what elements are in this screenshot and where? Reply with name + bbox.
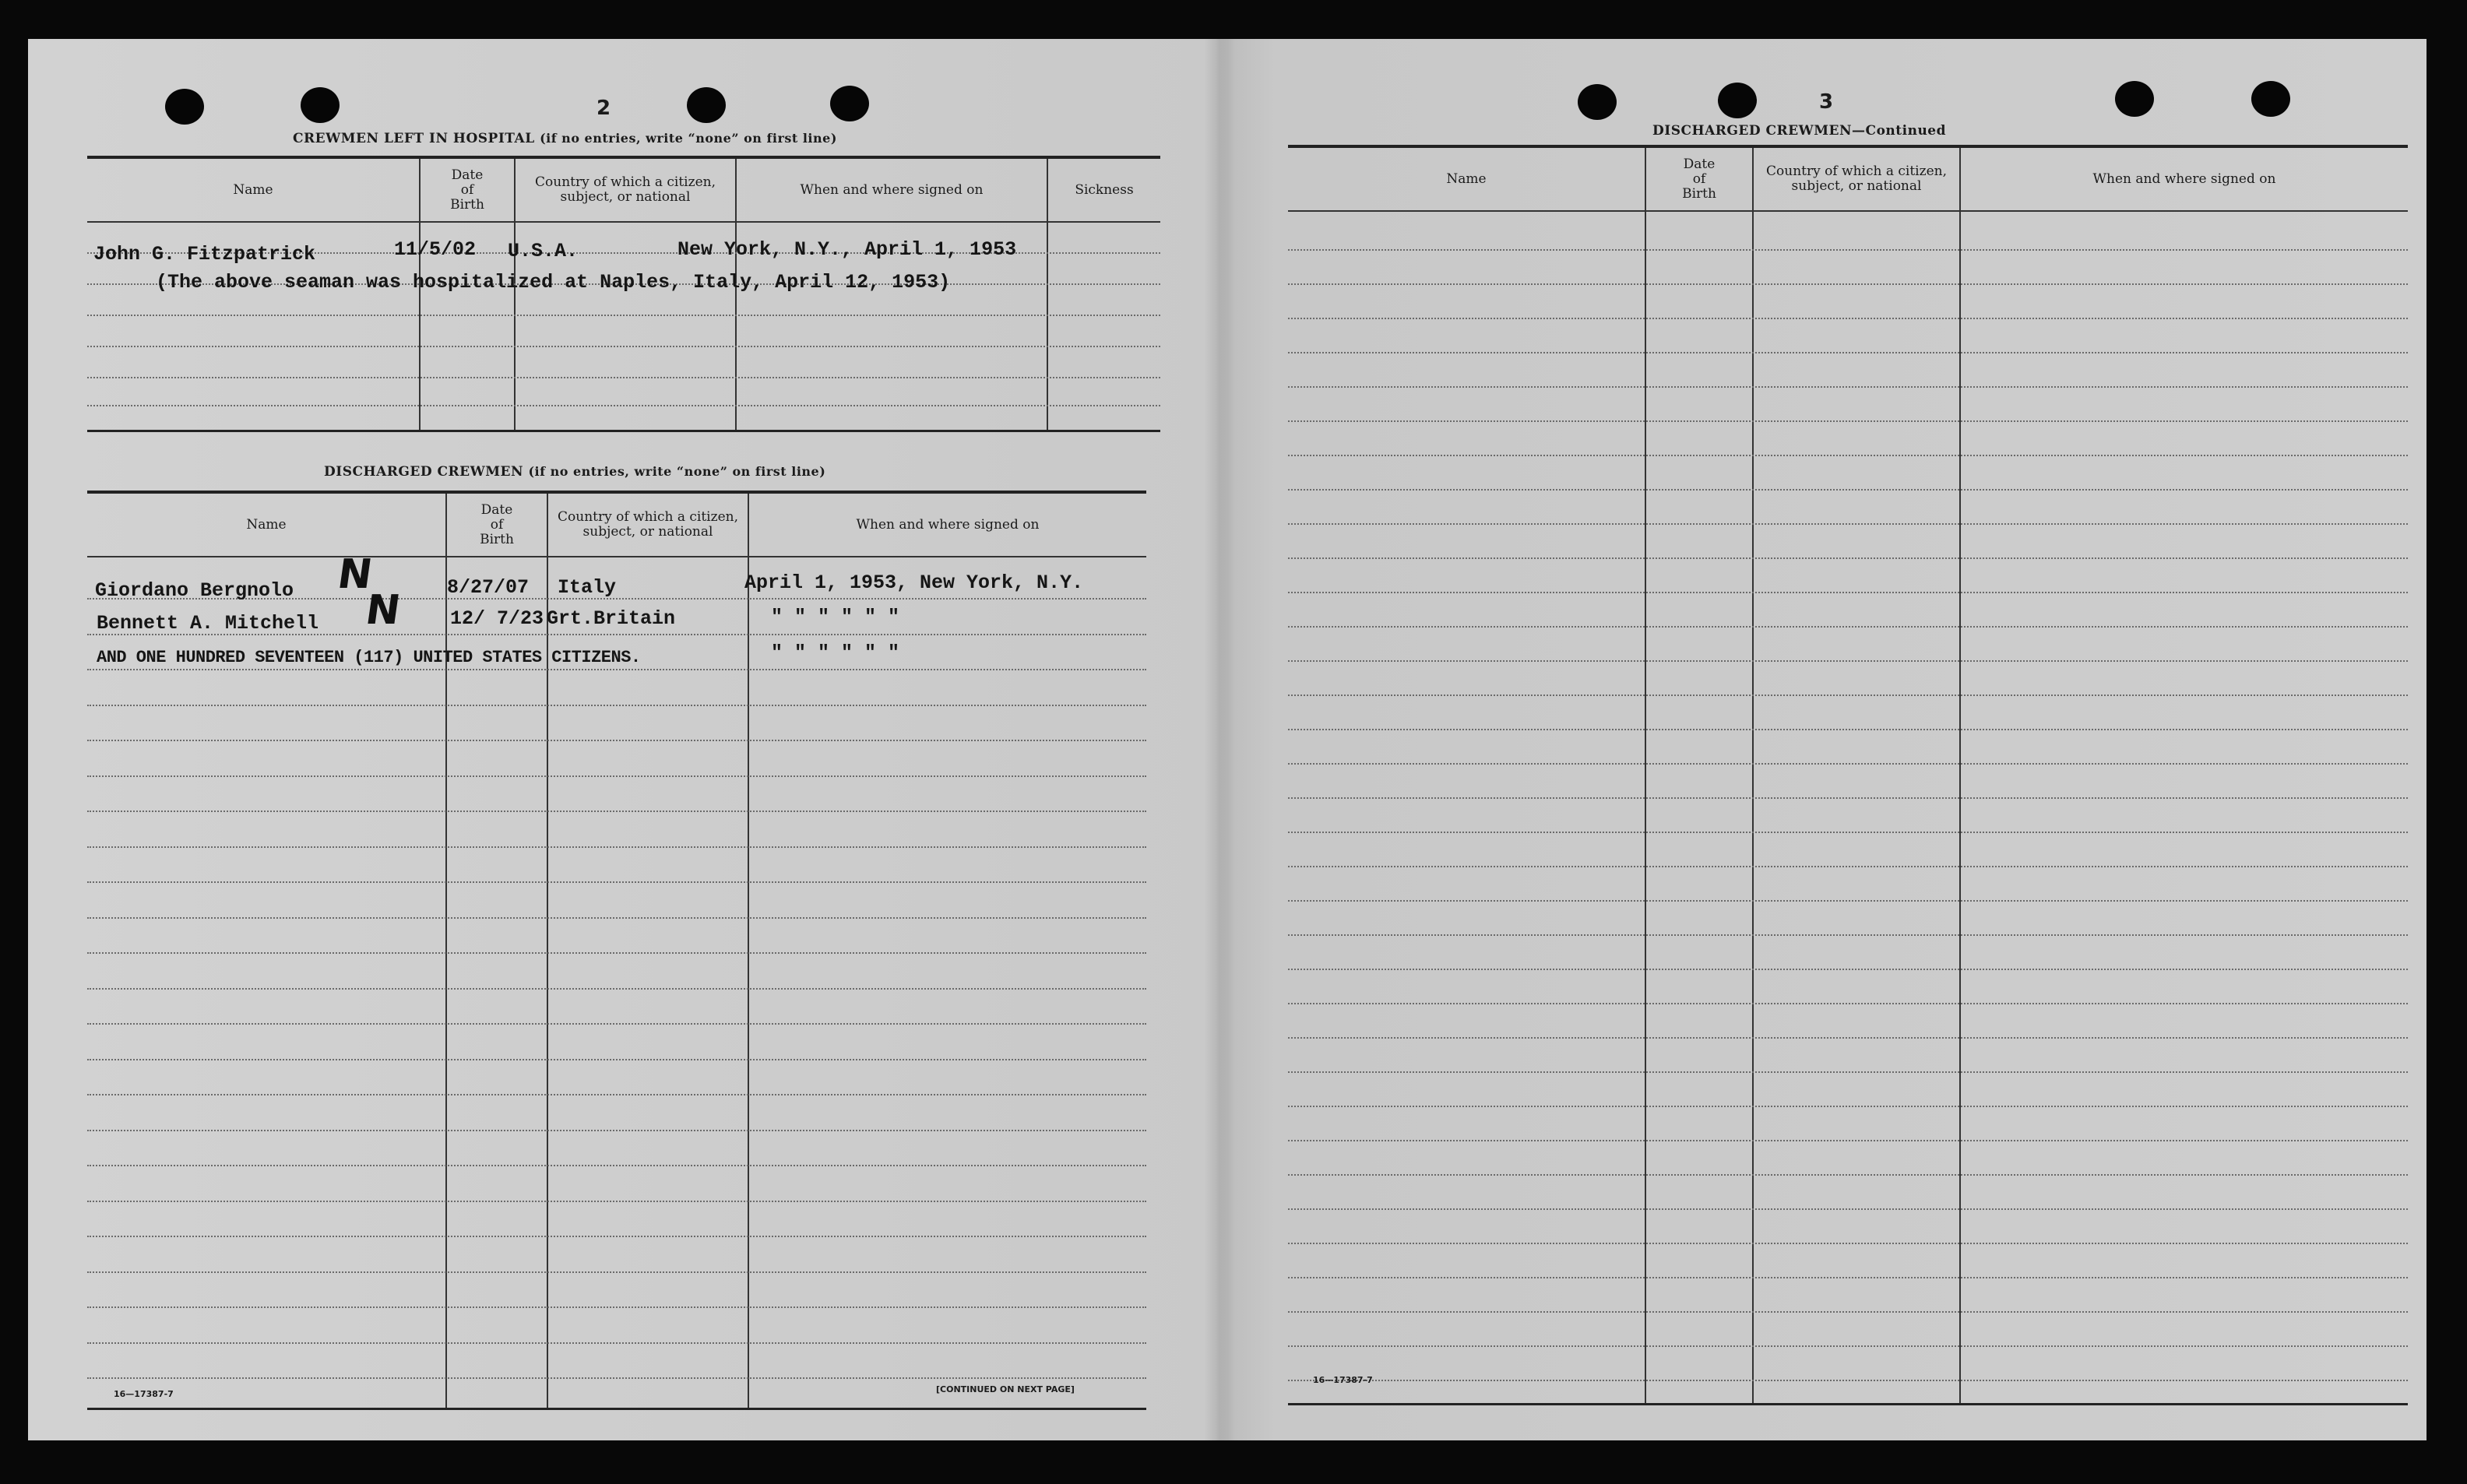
ruled-line — [1288, 660, 2408, 662]
ruled-line — [87, 952, 1146, 954]
ruled-line — [1288, 1003, 2408, 1004]
punch-hole — [165, 89, 204, 125]
ruled-line — [1288, 420, 2408, 422]
hospital-row-dob: 11/5/02 — [394, 238, 477, 261]
ruled-line — [1288, 249, 2408, 251]
discharged-row-1-country: Italy — [558, 576, 617, 599]
form-number-left: 16—17387-7 — [114, 1389, 174, 1399]
discharged-row-2-country: Grt.Britain — [547, 607, 676, 630]
ruled-line — [87, 1094, 1146, 1095]
ruled-line — [1288, 1071, 2408, 1073]
punch-hole — [301, 87, 340, 123]
document-sheet — [28, 39, 2427, 1440]
ruled-line — [87, 1306, 1146, 1308]
ruled-line — [1288, 523, 2408, 525]
hospital-section-title — [293, 131, 837, 146]
hospital-header-sickness: Sickness — [1075, 181, 1134, 198]
hospital-row-country: U.S.A. — [508, 240, 579, 262]
hospital-subtitle-text: (if no entries, write “none” on first line) — [540, 131, 837, 146]
hospital-header-country: Country of which a citizen, subject, or national — [535, 174, 716, 205]
page-fold — [1204, 39, 1235, 1440]
ruled-line — [1288, 1243, 2408, 1244]
discharged-row-1-mark: N — [334, 551, 375, 598]
ruled-line — [87, 1201, 1146, 1202]
continued-header-country: Country of which a citizen, subject, or national — [1766, 164, 1947, 194]
ruled-line — [1288, 1311, 2408, 1313]
ruled-line — [1288, 1106, 2408, 1107]
hospital-header-signed-on: When and where signed on — [800, 181, 984, 198]
discharged-title-text: DISCHARGED CREWMEN — [324, 464, 524, 480]
discharged-continued-table — [1288, 145, 2408, 1405]
discharged-row-2-name: Bennett A. Mitchell — [97, 612, 319, 635]
hospital-row-name: John G. Fitzpatrick — [93, 243, 316, 266]
continued-note: [CONTINUED ON NEXT PAGE] — [936, 1384, 1075, 1394]
ruled-line — [1288, 318, 2408, 319]
ruled-line — [87, 1023, 1146, 1025]
ruled-line — [87, 705, 1146, 706]
ruled-line — [1288, 626, 2408, 628]
discharged-row-2-signed-on: " " " " " " — [771, 606, 900, 628]
ruled-line — [1288, 729, 2408, 730]
hospital-header-name: Name — [233, 181, 273, 198]
punch-hole — [2115, 81, 2154, 117]
hospital-header-dob: Date of Birth — [450, 167, 484, 213]
ruled-line — [87, 1236, 1146, 1237]
punch-hole — [1718, 83, 1757, 118]
ruled-line — [1288, 900, 2408, 902]
punch-hole — [2251, 81, 2290, 117]
ruled-line — [1288, 1037, 2408, 1039]
ruled-line — [1288, 695, 2408, 696]
ruled-line — [1288, 1345, 2408, 1347]
discharged-summary-ditto: " " " " " " — [771, 642, 900, 664]
ruled-line — [1288, 489, 2408, 491]
ruled-line — [1288, 1277, 2408, 1278]
form-number-right: 16—17387-7 — [1313, 1375, 1373, 1385]
continued-header-name: Name — [1446, 171, 1487, 187]
continued-header-signed-on: When and where signed on — [2092, 171, 2276, 187]
discharged-header-signed-on: When and where signed on — [856, 516, 1040, 533]
discharged-continued-title: DISCHARGED CREWMEN—Continued — [1652, 123, 1947, 139]
ruled-line — [1288, 1140, 2408, 1141]
ruled-line — [1288, 557, 2408, 559]
ruled-line — [87, 1271, 1146, 1273]
discharged-subtitle-text: (if no entries, write “none” on first line) — [528, 464, 826, 479]
ruled-line — [87, 881, 1146, 883]
discharged-row-1-name: Giordano Bergnolo — [95, 579, 294, 602]
ruled-line — [87, 740, 1146, 741]
ruled-line — [1288, 1380, 2408, 1381]
ruled-line — [87, 811, 1146, 812]
ruled-line — [87, 1130, 1146, 1131]
ruled-line — [87, 1059, 1146, 1060]
ruled-line — [1288, 1208, 2408, 1210]
ruled-line — [87, 669, 1146, 670]
ruled-line — [1288, 455, 2408, 456]
ruled-line — [87, 775, 1146, 777]
ruled-line — [1288, 832, 2408, 833]
discharged-row-2-dob: 12/ 7/23 — [450, 607, 544, 630]
ruled-line — [87, 1165, 1146, 1166]
discharged-summary: AND ONE HUNDRED SEVENTEEN (117) UNITED STATES CITIZENS. — [97, 648, 641, 667]
ruled-line — [1288, 352, 2408, 353]
ruled-line — [87, 846, 1146, 848]
discharged-row-1-signed-on: April 1, 1953, New York, N.Y. — [744, 571, 1084, 594]
ruled-line — [1288, 934, 2408, 936]
punch-hole — [1578, 84, 1617, 120]
ruled-line — [87, 917, 1146, 919]
ruled-line — [87, 1342, 1146, 1344]
ruled-line — [1288, 283, 2408, 285]
hospital-row-signed-on: New York, N.Y., April 1, 1953 — [677, 238, 1017, 261]
hospital-table — [87, 156, 1160, 432]
ruled-line — [1288, 969, 2408, 970]
discharged-row-1-dob: 8/27/07 — [447, 576, 530, 599]
page-number-right: 3 — [1819, 90, 1834, 114]
page-number-left: 2 — [597, 97, 611, 120]
discharged-header-country: Country of which a citizen, subject, or national — [558, 509, 738, 540]
ruled-line — [1288, 1174, 2408, 1176]
continued-header-dob: Date of Birth — [1682, 156, 1716, 202]
discharged-section-title — [324, 464, 825, 480]
ruled-line — [1288, 797, 2408, 799]
ruled-line — [1288, 592, 2408, 593]
hospital-note: (The above seaman was hospitalized at Naples, Italy, April 12, 1953) — [156, 271, 951, 294]
punch-hole — [830, 86, 869, 121]
discharged-header-name: Name — [246, 516, 287, 533]
ruled-line — [1288, 866, 2408, 867]
hospital-title-text: CREWMEN LEFT IN HOSPITAL — [293, 131, 535, 146]
discharged-row-2-mark: N — [362, 587, 403, 634]
ruled-line — [1288, 763, 2408, 765]
punch-hole — [687, 87, 726, 123]
ruled-line — [1288, 386, 2408, 388]
ruled-line — [87, 1377, 1146, 1379]
discharged-header-dob: Date of Birth — [480, 501, 514, 547]
ruled-line — [87, 988, 1146, 990]
